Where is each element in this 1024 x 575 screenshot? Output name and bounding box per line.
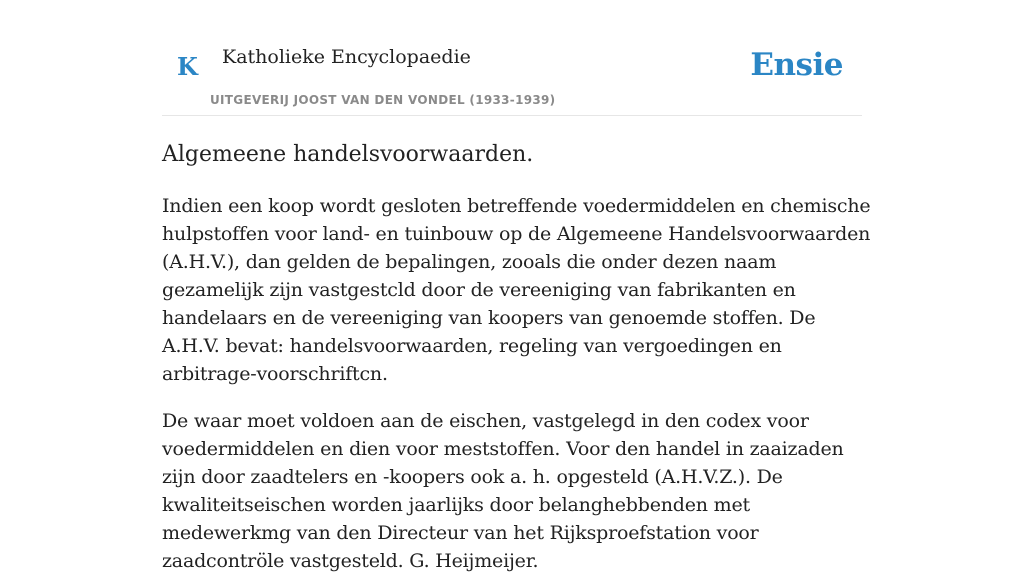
- article-title: Algemeene handelsvoorwaarden.: [162, 142, 534, 167]
- article-paragraph: Indien een koop wordt gesloten betreffende voedermiddelen en chemische hulpstoffen voor land- en tuinbouw op de Algemeene Handelsvoorwaarden (A.H.V.), dan gelden de bepalingen, zooals die onder dezen naam gezamelijk zijn vastgestcld door de vereeniging van fabrikanten en handelaars en de vereeniging van koopers van genoemde stoffen. De A.H.V. bevat: handelsvoorwaarden, regeling van vergoedingen en arbitrage-voorschriftcn.: [162, 195, 871, 385]
- ensie-brand-link[interactable]: Ensie: [750, 47, 843, 83]
- article-body: [162, 140, 872, 575]
- encyclopedia-logo[interactable]: K: [177, 52, 198, 81]
- site-header: [162, 0, 862, 116]
- article-paragraph: De waar moet voldoen aan de eischen, vastgelegd in den codex voor voedermiddelen en dien voor meststoffen. Voor den handel in zaaizaden zijn door zaadtelers en -koopers ook a. h. opgesteld (A.H.V.Z.). De kwaliteitseischen worden jaarlijks door belanghebbenden met medewerkmg van den Directeur van het Rijksproefstation voor zaadcontröle vastgesteld. G. Heijmeijer.: [162, 410, 844, 572]
- publisher-label: UITGEVERIJ JOOST VAN DEN VONDEL (1933-1939): [210, 93, 556, 107]
- site-title[interactable]: Katholieke Encyclopaedie: [222, 46, 471, 68]
